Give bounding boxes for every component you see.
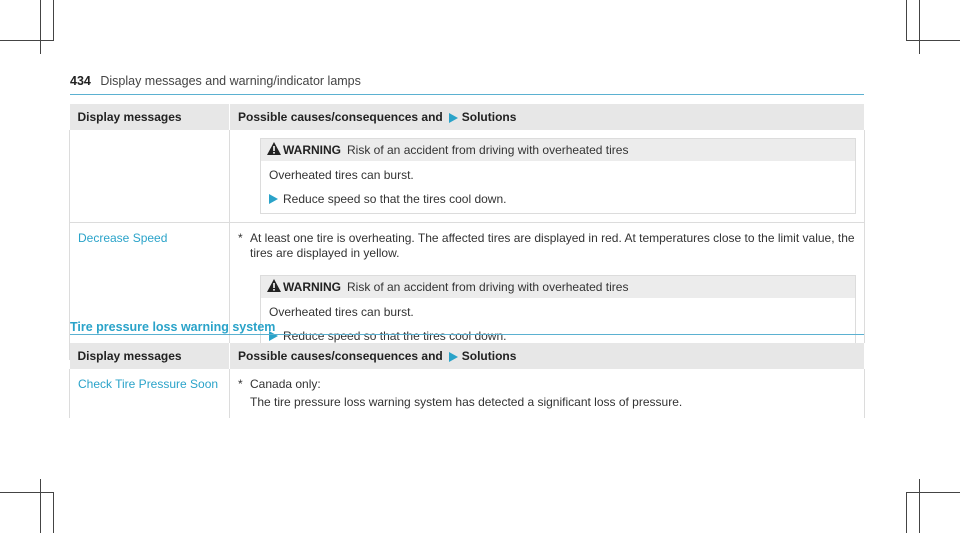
warning-text: Risk of an accident from driving with overheated tires bbox=[347, 280, 629, 294]
warning-box bbox=[260, 275, 856, 351]
crop-mark bbox=[919, 479, 920, 533]
crop-mark bbox=[53, 492, 54, 533]
cause-cell bbox=[230, 223, 865, 360]
col-header-display-messages: Display messages bbox=[70, 104, 230, 130]
warning-box bbox=[260, 138, 856, 214]
messages-table-2 bbox=[69, 343, 865, 418]
col-header-display-messages: Display messages bbox=[70, 343, 230, 369]
note-title: Canada only: bbox=[250, 377, 321, 391]
page-number: 434 bbox=[70, 74, 91, 88]
warning-triangle-icon bbox=[267, 279, 281, 292]
message-cell-decrease-speed: Decrease Speed bbox=[70, 223, 230, 360]
step-text: Reduce speed so that the tires cool down. bbox=[283, 192, 507, 206]
col-header-causes-label: Possible causes/consequences and bbox=[238, 349, 443, 363]
note-text: The tire pressure loss warning system has detected a significant loss of pressure. bbox=[250, 395, 683, 409]
footnote-star: * bbox=[238, 377, 243, 391]
message-cell bbox=[70, 130, 230, 223]
table-header-row bbox=[70, 104, 865, 130]
play-arrow-icon bbox=[449, 352, 458, 362]
warning-body-text: Overheated tires can burst. bbox=[269, 168, 414, 182]
crop-mark bbox=[40, 479, 41, 533]
crop-mark bbox=[53, 0, 54, 40]
warning-label: WARNING bbox=[283, 280, 341, 294]
warning-header bbox=[261, 276, 855, 298]
table-row bbox=[70, 130, 865, 223]
note bbox=[238, 377, 856, 410]
footnote-star: * bbox=[238, 231, 243, 245]
warning-text: Risk of an accident from driving with overheated tires bbox=[347, 143, 629, 157]
col-header-solutions-label: Solutions bbox=[461, 110, 517, 124]
table-row bbox=[70, 223, 865, 360]
warning-header bbox=[261, 139, 855, 161]
cause-cell bbox=[230, 369, 865, 418]
warning-body-text: Overheated tires can burst. bbox=[269, 305, 414, 319]
warning-triangle-icon bbox=[267, 142, 281, 155]
col-header-solutions-label: Solutions bbox=[461, 349, 517, 363]
crop-mark bbox=[906, 492, 960, 493]
crop-mark bbox=[0, 40, 54, 41]
crop-mark bbox=[40, 0, 41, 54]
col-header-causes bbox=[230, 343, 865, 369]
crop-mark bbox=[919, 0, 920, 54]
table-header-row bbox=[70, 343, 865, 369]
col-header-causes-label: Possible causes/consequences and bbox=[238, 110, 443, 124]
note-text: At least one tire is overheating. The affected tires are displayed in red. At temperatures close to the limit value, the tires are displayed in yellow. bbox=[250, 231, 855, 260]
col-header-causes bbox=[230, 104, 865, 130]
play-arrow-icon bbox=[449, 113, 458, 123]
page-header-title: Display messages and warning/indicator lamps bbox=[100, 74, 361, 88]
section-title: Tire pressure loss warning system bbox=[70, 320, 864, 335]
message-cell-check-tire-pressure: Check Tire Pressure Soon bbox=[70, 369, 230, 418]
note bbox=[238, 231, 856, 261]
crop-mark bbox=[906, 0, 907, 40]
step-text: Reduce speed so that the tires cool down. bbox=[283, 329, 507, 343]
crop-mark bbox=[0, 492, 54, 493]
solution-step bbox=[269, 191, 847, 207]
table-row bbox=[70, 369, 865, 418]
crop-mark bbox=[906, 40, 960, 41]
page-header bbox=[70, 74, 864, 95]
cause-cell bbox=[230, 130, 865, 223]
step-arrow-icon bbox=[269, 194, 278, 204]
warning-label: WARNING bbox=[283, 143, 341, 157]
crop-mark bbox=[906, 492, 907, 533]
warning-body bbox=[261, 161, 855, 213]
